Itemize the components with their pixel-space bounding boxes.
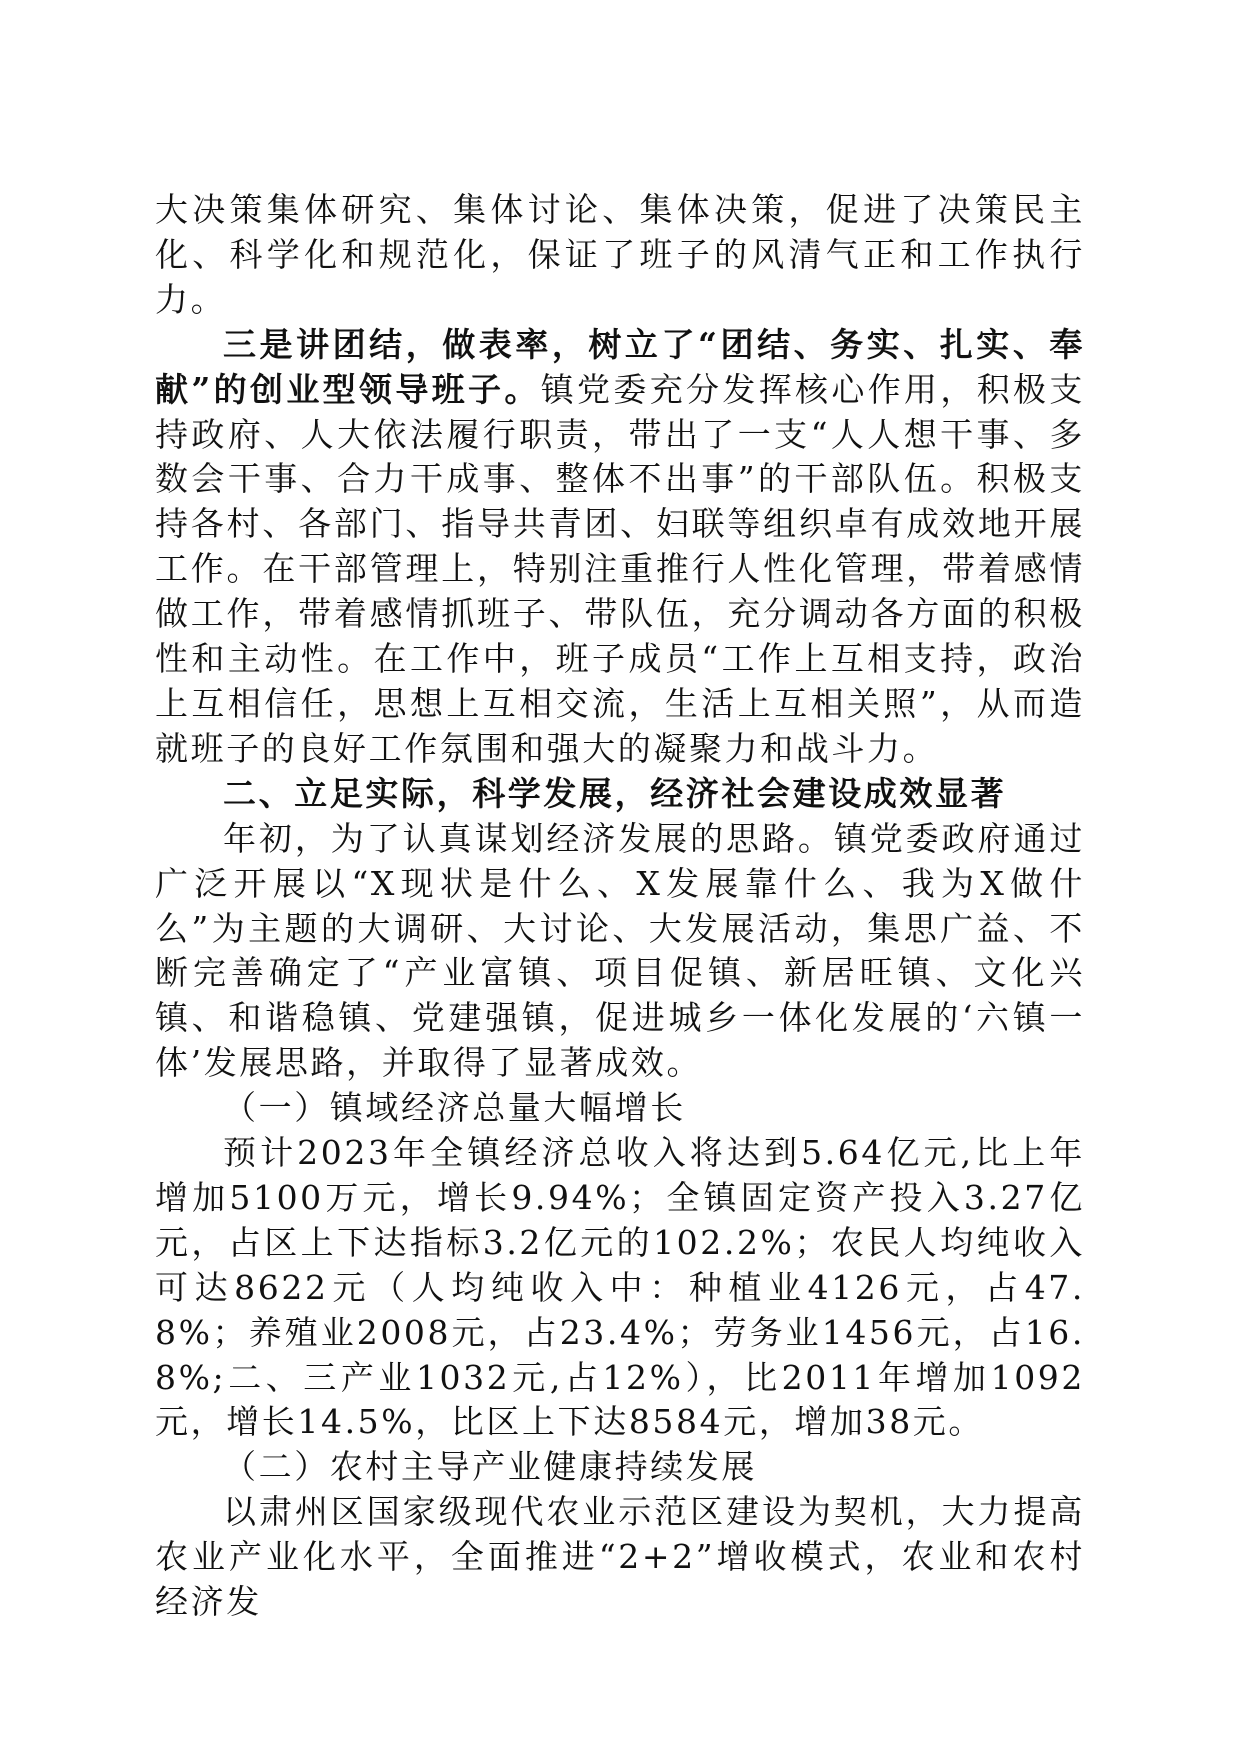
subsection-heading-economy-total: （一）镇域经济总量大幅增长 (223, 1088, 686, 1128)
section-heading-economic: 二、立足实际，科学发展，经济社会建设成效显著 (223, 773, 1007, 813)
paragraph-decision-making: 大决策集体研究、集体讨论、集体决策，促进了决策民主化、科学化和规范化，保证了班子的风清气正和工作执行力。 (155, 190, 1085, 319)
subsection-heading-agriculture: （二）农村主导产业健康持续发展 (223, 1447, 757, 1487)
paragraph-unity (155, 323, 1085, 772)
paragraph-unity-lead: 三是讲团结，做表率，树立了“团结、务实、扎实、奉献”的创业型领导班子。 (155, 324, 1085, 409)
document-body (155, 188, 1085, 1625)
paragraph-unity-body: 镇党委充分发挥核心作用，积极支持政府、人大依法履行职责，带出了一支“人人想干事、多数会干事、合力干成事、整体不出事”的干部队伍。积极支持各村、各部门、指导共青团、妇联等组织卓有成效地开展工作。在干部管理上，特别注重推行人性化管理，带着感情做工作，带着感情抓班子、带队伍，充分调动各方面的积极性和主动性。在工作中，班子成员“工作上互相支持，政治上互相信任，思想上互相交流，生活上互相关照”，从而造就班子的良好工作氛围和强大的凝聚力和战斗力。 (155, 369, 1085, 768)
paragraph-agriculture: 以肃州区国家级现代农业示范区建设为契机，大力提高农业产业化水平，全面推进“2+2”增收模式，农业和农村经济发 (155, 1492, 1085, 1622)
paragraph-economy-figures: 预计2023年全镇经济总收入将达到5.64亿元,比上年增加5100万元，增长9.94%；全镇固定资产投入3.27亿元，占区上下达指标3.2亿元的102.2%；农民人均纯收入可达8622元（人均纯收入中：种植业4126元，占47.8%；养殖业2008元，占23.4%；劳务业1456元，占16.8%;二、三产业1032元,占12%），比2011年增加1092元，增长14.5%，比区上下达8584元，增加38元。 (155, 1133, 1085, 1442)
paragraph-development-ideas: 年初，为了认真谋划经济发展的思路。镇党委政府通过广泛开展以“X现状是什么、X发展靠什么、我为X做什么”为主题的大调研、大讨论、大发展活动，集思广益、不断完善确定了“产业富镇、项目促镇、新居旺镇、文化兴镇、和谐稳镇、党建强镇，促进城乡一体化发展的‘六镇一体’发展思路，并取得了显著成效。 (155, 818, 1085, 1083)
